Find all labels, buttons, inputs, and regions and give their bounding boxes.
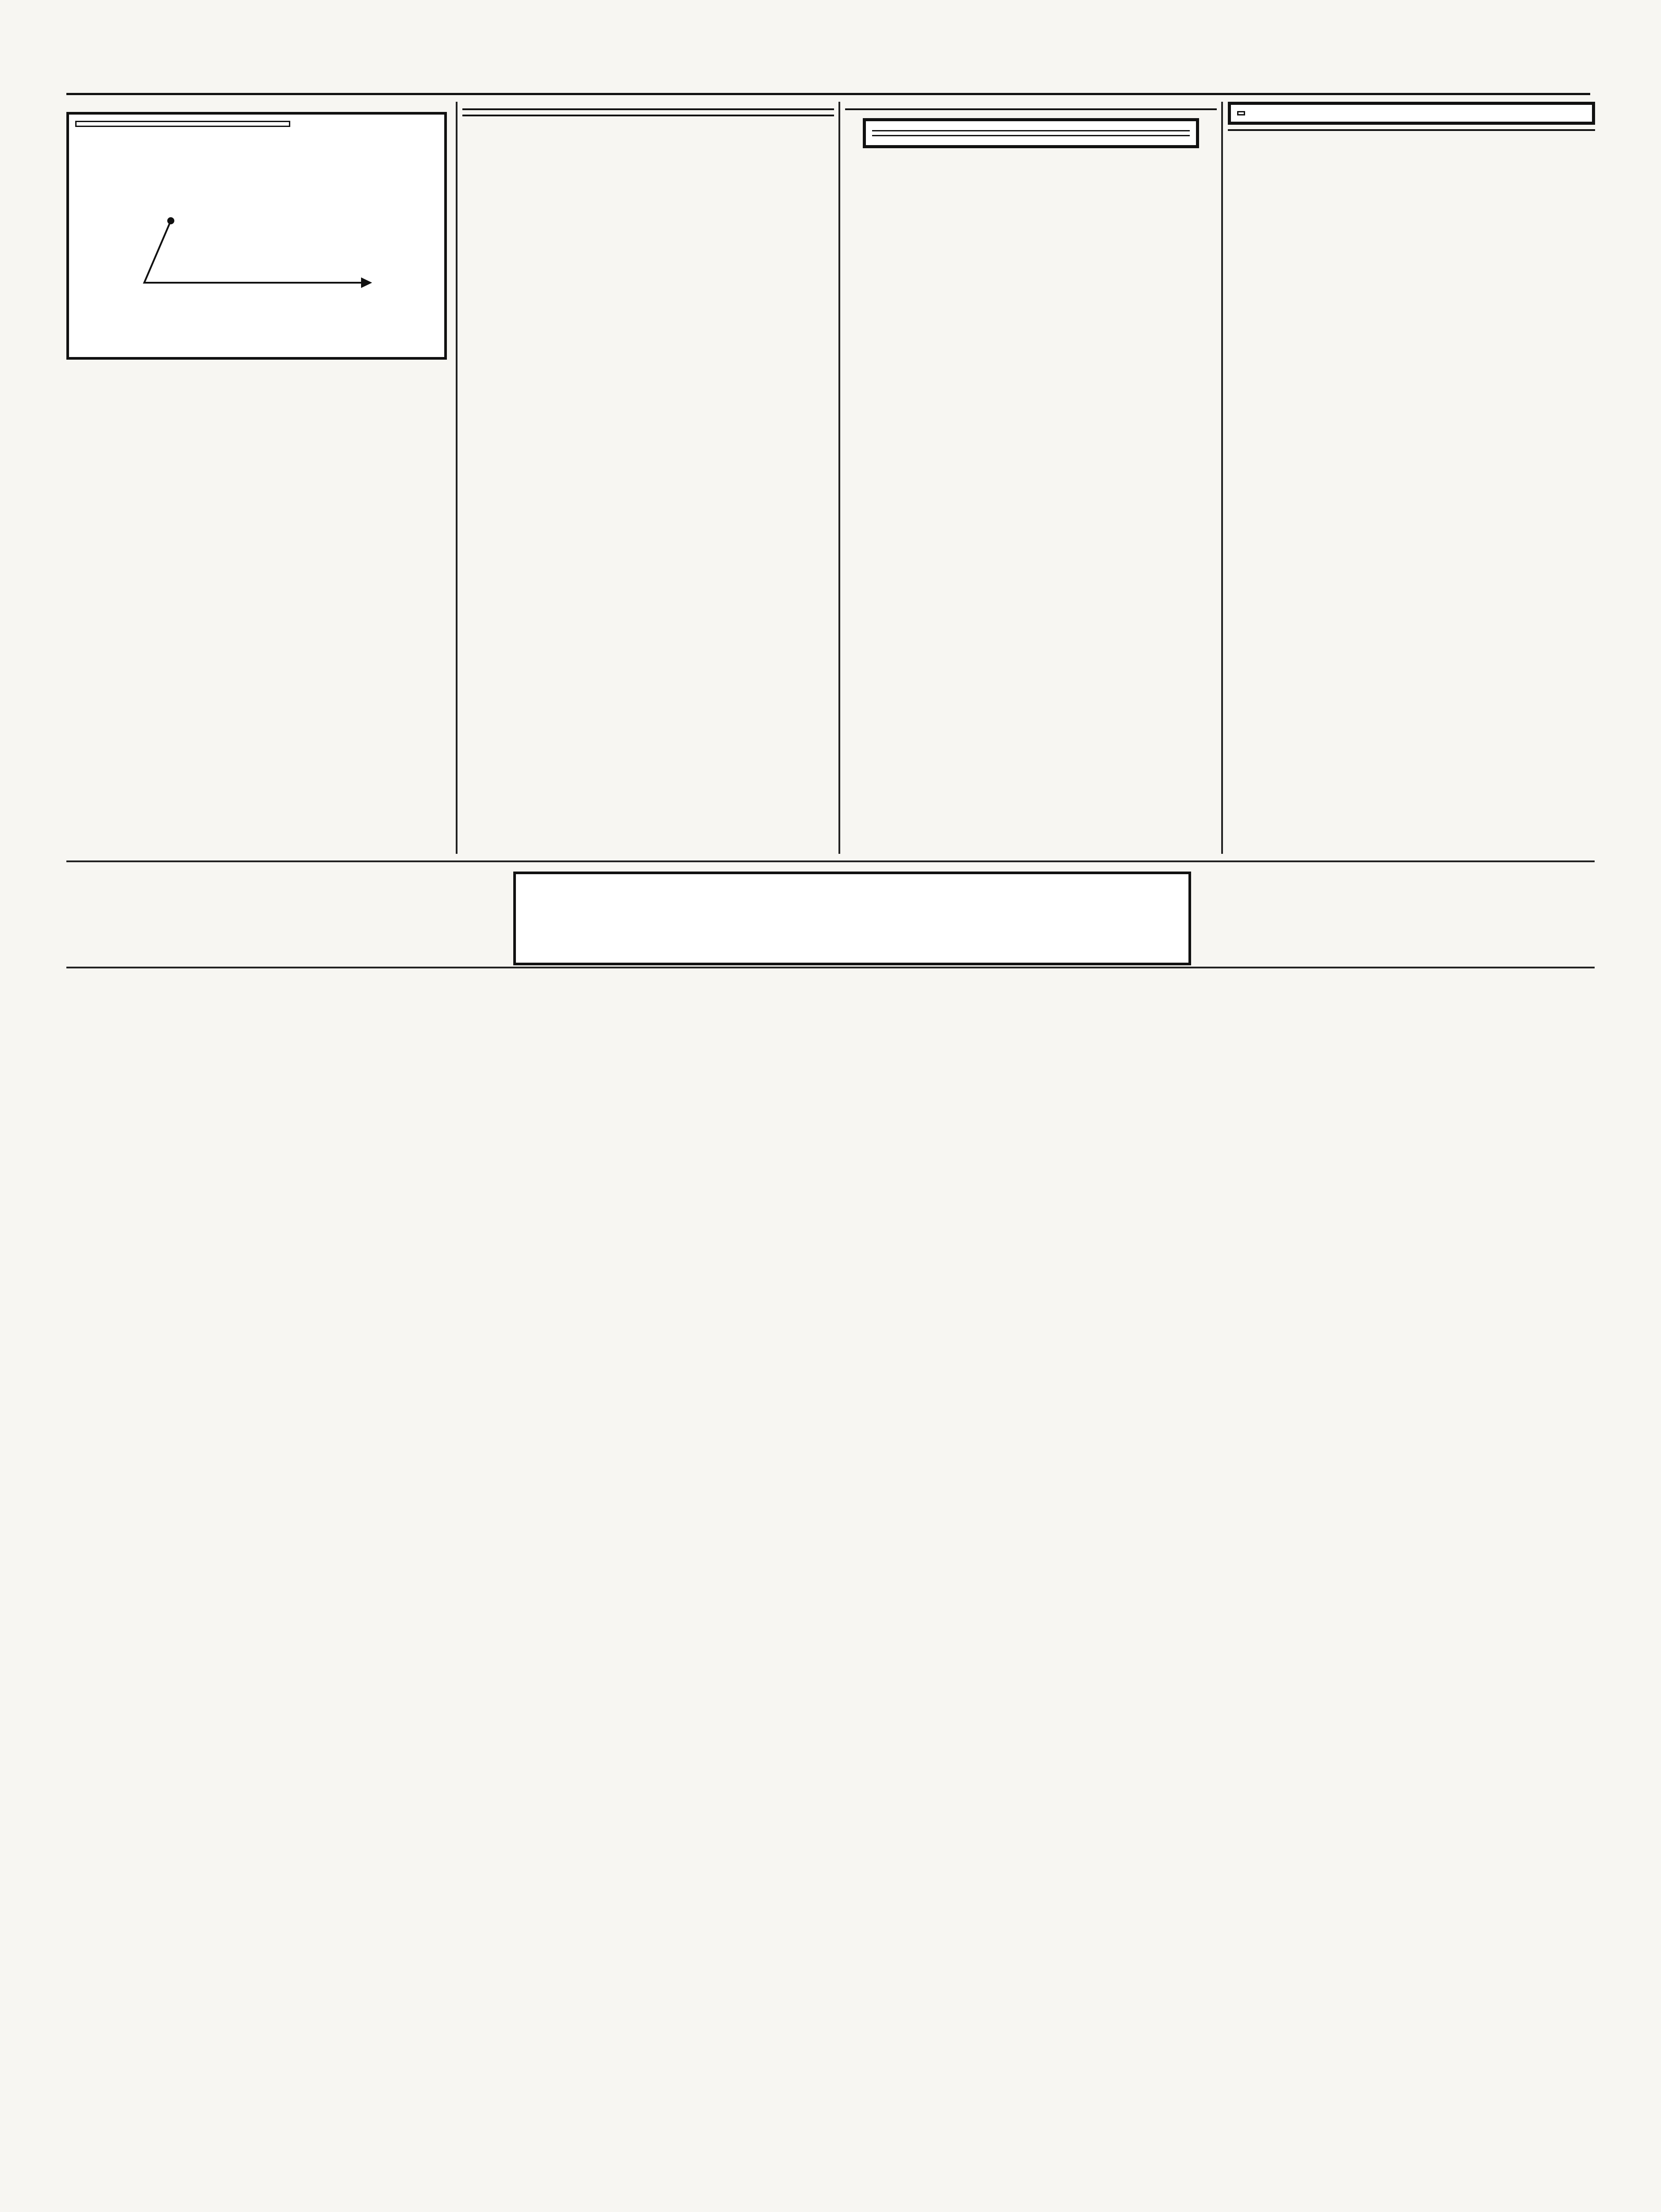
- column-wochen: [845, 104, 1217, 856]
- zehnminuten-ad: [863, 118, 1199, 148]
- page-header: [66, 62, 1590, 95]
- column-widerruf: [1228, 97, 1595, 858]
- route-arrow-icon: [131, 216, 379, 296]
- column-rule: [838, 102, 840, 854]
- section-rule: [66, 967, 1595, 968]
- column-kleine-buehne: [462, 104, 834, 856]
- correspondent-ad: [1228, 102, 1595, 125]
- old-england-ad: [66, 112, 447, 360]
- old-england-title: [75, 121, 290, 127]
- correspondent-a: [1237, 111, 1245, 115]
- kleiner-anzeiger-banner: [513, 872, 1191, 965]
- column-rule: [456, 102, 458, 854]
- zehnminuten-title: [872, 130, 1190, 136]
- section-rule: [66, 860, 1595, 862]
- column-rule: [1221, 102, 1223, 854]
- column-theater: [66, 104, 447, 856]
